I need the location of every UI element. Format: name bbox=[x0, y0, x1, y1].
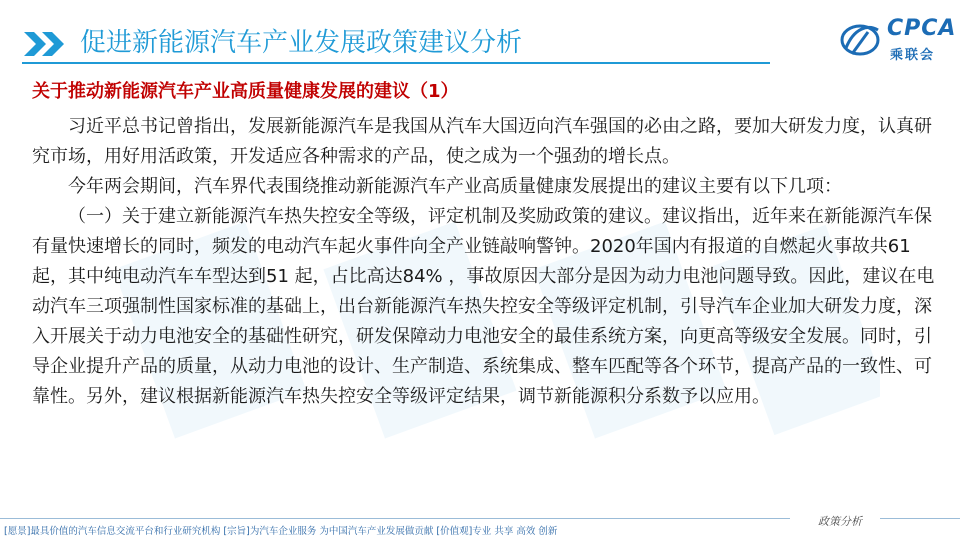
header bbox=[0, 0, 960, 70]
footer-text: [愿景]最具价值的汽车信息交流平台和行业研究机构 [宗旨]为汽车企业服务 为中国汽车产业发展做贡献 [价值观]专业 共享 高效 创新 bbox=[4, 526, 558, 537]
paragraph-1: 习近平总书记曾指出，发展新能源汽车是我国从汽车大国迈向汽车强国的必由之路，要加大研发力度，认真研究市场，用好用活政策，开发适应各种需求的产品，使之成为一个强劲的增长点。 bbox=[32, 116, 932, 167]
footer-section-label: 政策分析 bbox=[818, 515, 862, 528]
logo-subtext: 乘联会 bbox=[890, 48, 936, 63]
section-subtitle: 关于推动新能源汽车产业高质量健康发展的建议（1） bbox=[32, 81, 459, 102]
paragraph-3: （一）关于建立新能源汽车热失控安全等级，评定机制及奖励政策的建议。建议指出，近年来在新能源汽车保有量快速增长的同时，频发的电动汽车起火事件向全产业链敲响警钟。2020年国内有报道的自燃起火事故共61 起，其中纯电动汽车车型达到51 起，占比高达84% ，事故原因大部分是因为动力电池问题导致。因此，建议在电动汽车三项强制性国家标准的基础上，出台新能源汽车热失控安全等级评定机制，引导汽车企业加大研发力度，深入开展关于动力电池安全的基础性研究，研发保障动力电池安全的最佳系统方案，向更高等级安全发展。同时，引导企业提升产品的质量，从动力电池的设计、生产制造、系统集成、整车匹配等各个环节，提高产品的一致性、可靠性。另外，建议根据新能源汽车热失控安全等级评定结果，调节新能源积分系数予以应用。 bbox=[32, 206, 935, 407]
footer-divider bbox=[0, 518, 790, 519]
title-underline bbox=[22, 62, 770, 64]
double-chevron-right-icon bbox=[22, 30, 72, 58]
footer-divider-right bbox=[880, 518, 960, 519]
page-title: 促进新能源汽车产业发展政策建议分析 bbox=[80, 28, 523, 58]
logo-text: CPCA bbox=[887, 16, 957, 41]
paragraph-2: 今年两会期间，汽车界代表围绕推动新能源汽车产业高质量健康发展提出的建议主要有以下几项： bbox=[68, 176, 842, 197]
body-text bbox=[32, 112, 936, 412]
